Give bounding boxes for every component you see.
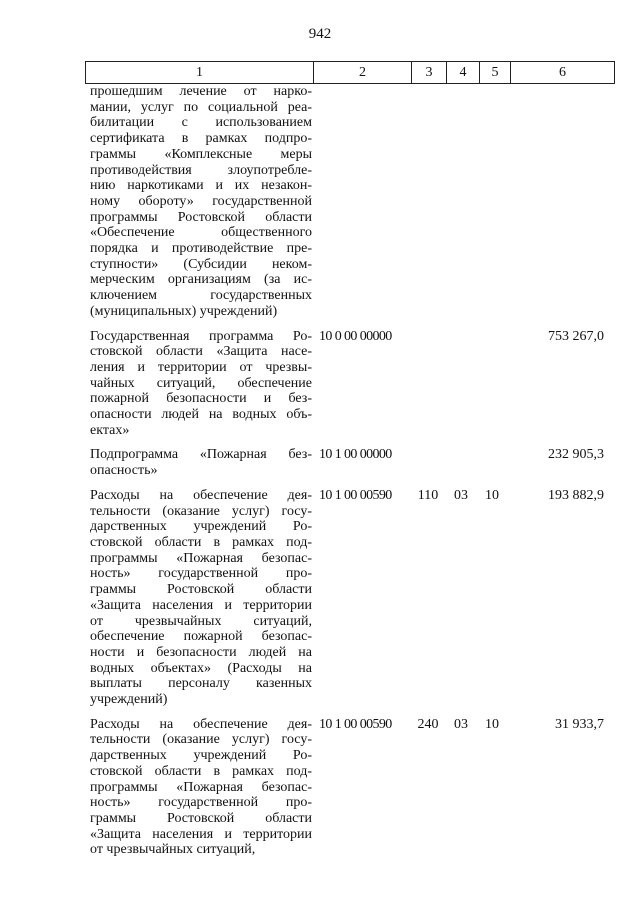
column-header-1: 1 (86, 62, 314, 84)
row-subsection (477, 329, 507, 439)
description-line: водных объектах» (Расходы на (90, 660, 312, 676)
description-line: граммы Ростовской области (90, 582, 312, 598)
description-line: нию наркотиками и их незакон- (90, 178, 312, 194)
description-line: дарственных учреждений Ро- (90, 748, 312, 764)
description-line: ступности» (Субсидии неком- (90, 256, 312, 272)
description-line: (муниципальных) учреждений) (90, 303, 278, 319)
row-section (445, 329, 477, 439)
description-line: ному обороту» государственной (90, 193, 312, 209)
row-subsection (477, 84, 507, 320)
row-expense-type: 240 (417, 716, 439, 732)
description-line: граммы «Комплексные меры (90, 146, 312, 162)
description-line: пожарной безопасности и без- (90, 391, 312, 407)
description-line: учреждений) (90, 692, 168, 708)
description-line: ления и территории от чрезвы- (90, 359, 312, 375)
description-line: тельности (оказание услуг) госу- (90, 503, 312, 519)
row-sum: 193 882,9 (548, 487, 604, 503)
description-line: стовской области «Защита насе- (90, 344, 312, 360)
description-line: Подпрограмма «Пожарная без- (90, 447, 312, 463)
row-section (445, 84, 477, 320)
column-header-6: 6 (511, 62, 615, 84)
description-line: порядка и противодействие пре- (90, 241, 312, 257)
description-line: стовской области в рамках под- (90, 534, 312, 550)
row-description (85, 84, 312, 320)
row-sum: 31 933,7 (555, 716, 604, 732)
description-line: ектах» (90, 422, 130, 438)
row-description (85, 488, 312, 708)
row-code: 10 1 00 00000 (319, 447, 392, 463)
row-section: 03 (454, 716, 468, 732)
row-expense-type: 110 (417, 487, 439, 503)
table-row (85, 329, 610, 439)
row-description (85, 329, 312, 439)
row-code (312, 84, 411, 320)
column-header-table (85, 61, 615, 84)
row-expense-type (411, 329, 445, 439)
row-section (445, 447, 477, 478)
description-line: программы «Пожарная безопас- (90, 779, 312, 795)
column-header-5: 5 (480, 62, 511, 84)
row-code: 10 0 00 00000 (319, 328, 392, 344)
description-line: «Защита населения и территории (90, 826, 312, 842)
description-line: «Обеспечение общественного (90, 225, 312, 241)
row-subsection: 10 (485, 487, 499, 503)
row-description (85, 717, 312, 858)
description-line: от чрезвычайных ситуаций, (90, 842, 256, 858)
table-row (85, 84, 610, 320)
row-sum: 232 905,3 (548, 447, 604, 463)
description-line: от чрезвычайных ситуаций, (90, 613, 312, 629)
description-line: граммы Ростовской области (90, 810, 312, 826)
description-line: опасность» (90, 463, 158, 479)
page-number: 942 (308, 26, 332, 42)
description-line: прошедшим лечение от нарко- (90, 84, 312, 99)
description-line: билитации с использованием (90, 115, 312, 131)
description-line: дарственных учреждений Ро- (90, 519, 312, 535)
description-line: Расходы на обеспечение дея- (90, 716, 312, 732)
description-line: мании, услуг по социальной реа- (90, 99, 312, 115)
row-section: 03 (454, 487, 468, 503)
column-header-3: 3 (412, 62, 447, 84)
column-header-2: 2 (314, 62, 412, 84)
description-line: чайных ситуаций, обеспечение (90, 375, 312, 391)
row-sum (507, 84, 610, 320)
table-row (85, 717, 610, 858)
row-expense-type (411, 447, 445, 478)
row-code: 10 1 00 00590 (319, 487, 392, 503)
row-expense-type (411, 84, 445, 320)
description-line: выплаты персоналу казенных (90, 676, 312, 692)
row-description (85, 447, 312, 478)
budget-rows (85, 84, 610, 867)
description-line: ности и безопасности людей на (90, 644, 312, 660)
table-row (85, 447, 610, 478)
description-line: обеспечение пожарной безопас- (90, 629, 312, 645)
description-line: Расходы на обеспечение дея- (90, 487, 312, 503)
description-line: сертификата в рамках подпро- (90, 131, 312, 147)
description-line: программы Ростовской области (90, 209, 312, 225)
table-row (85, 488, 610, 708)
column-header-row (86, 62, 615, 84)
description-line: стовской области в рамках под- (90, 763, 312, 779)
description-line: тельности (оказание услуг) госу- (90, 732, 312, 748)
row-code: 10 1 00 00590 (319, 716, 392, 732)
description-line: ность» государственной про- (90, 795, 312, 811)
row-subsection (477, 447, 507, 478)
description-line: «Защита населения и территории (90, 597, 312, 613)
description-line: ключением государственных (90, 288, 312, 304)
row-subsection: 10 (485, 716, 499, 732)
column-header-4: 4 (447, 62, 480, 84)
description-line: программы «Пожарная безопас- (90, 550, 312, 566)
description-line: противодействия злоупотребле- (90, 162, 312, 178)
description-line: опасности людей на водных объ- (90, 407, 312, 423)
row-sum: 753 267,0 (548, 328, 604, 344)
description-line: ность» государственной про- (90, 566, 312, 582)
description-line: мерческим организациям (за ис- (90, 272, 312, 288)
description-line: Государственная программа Ро- (90, 328, 312, 344)
